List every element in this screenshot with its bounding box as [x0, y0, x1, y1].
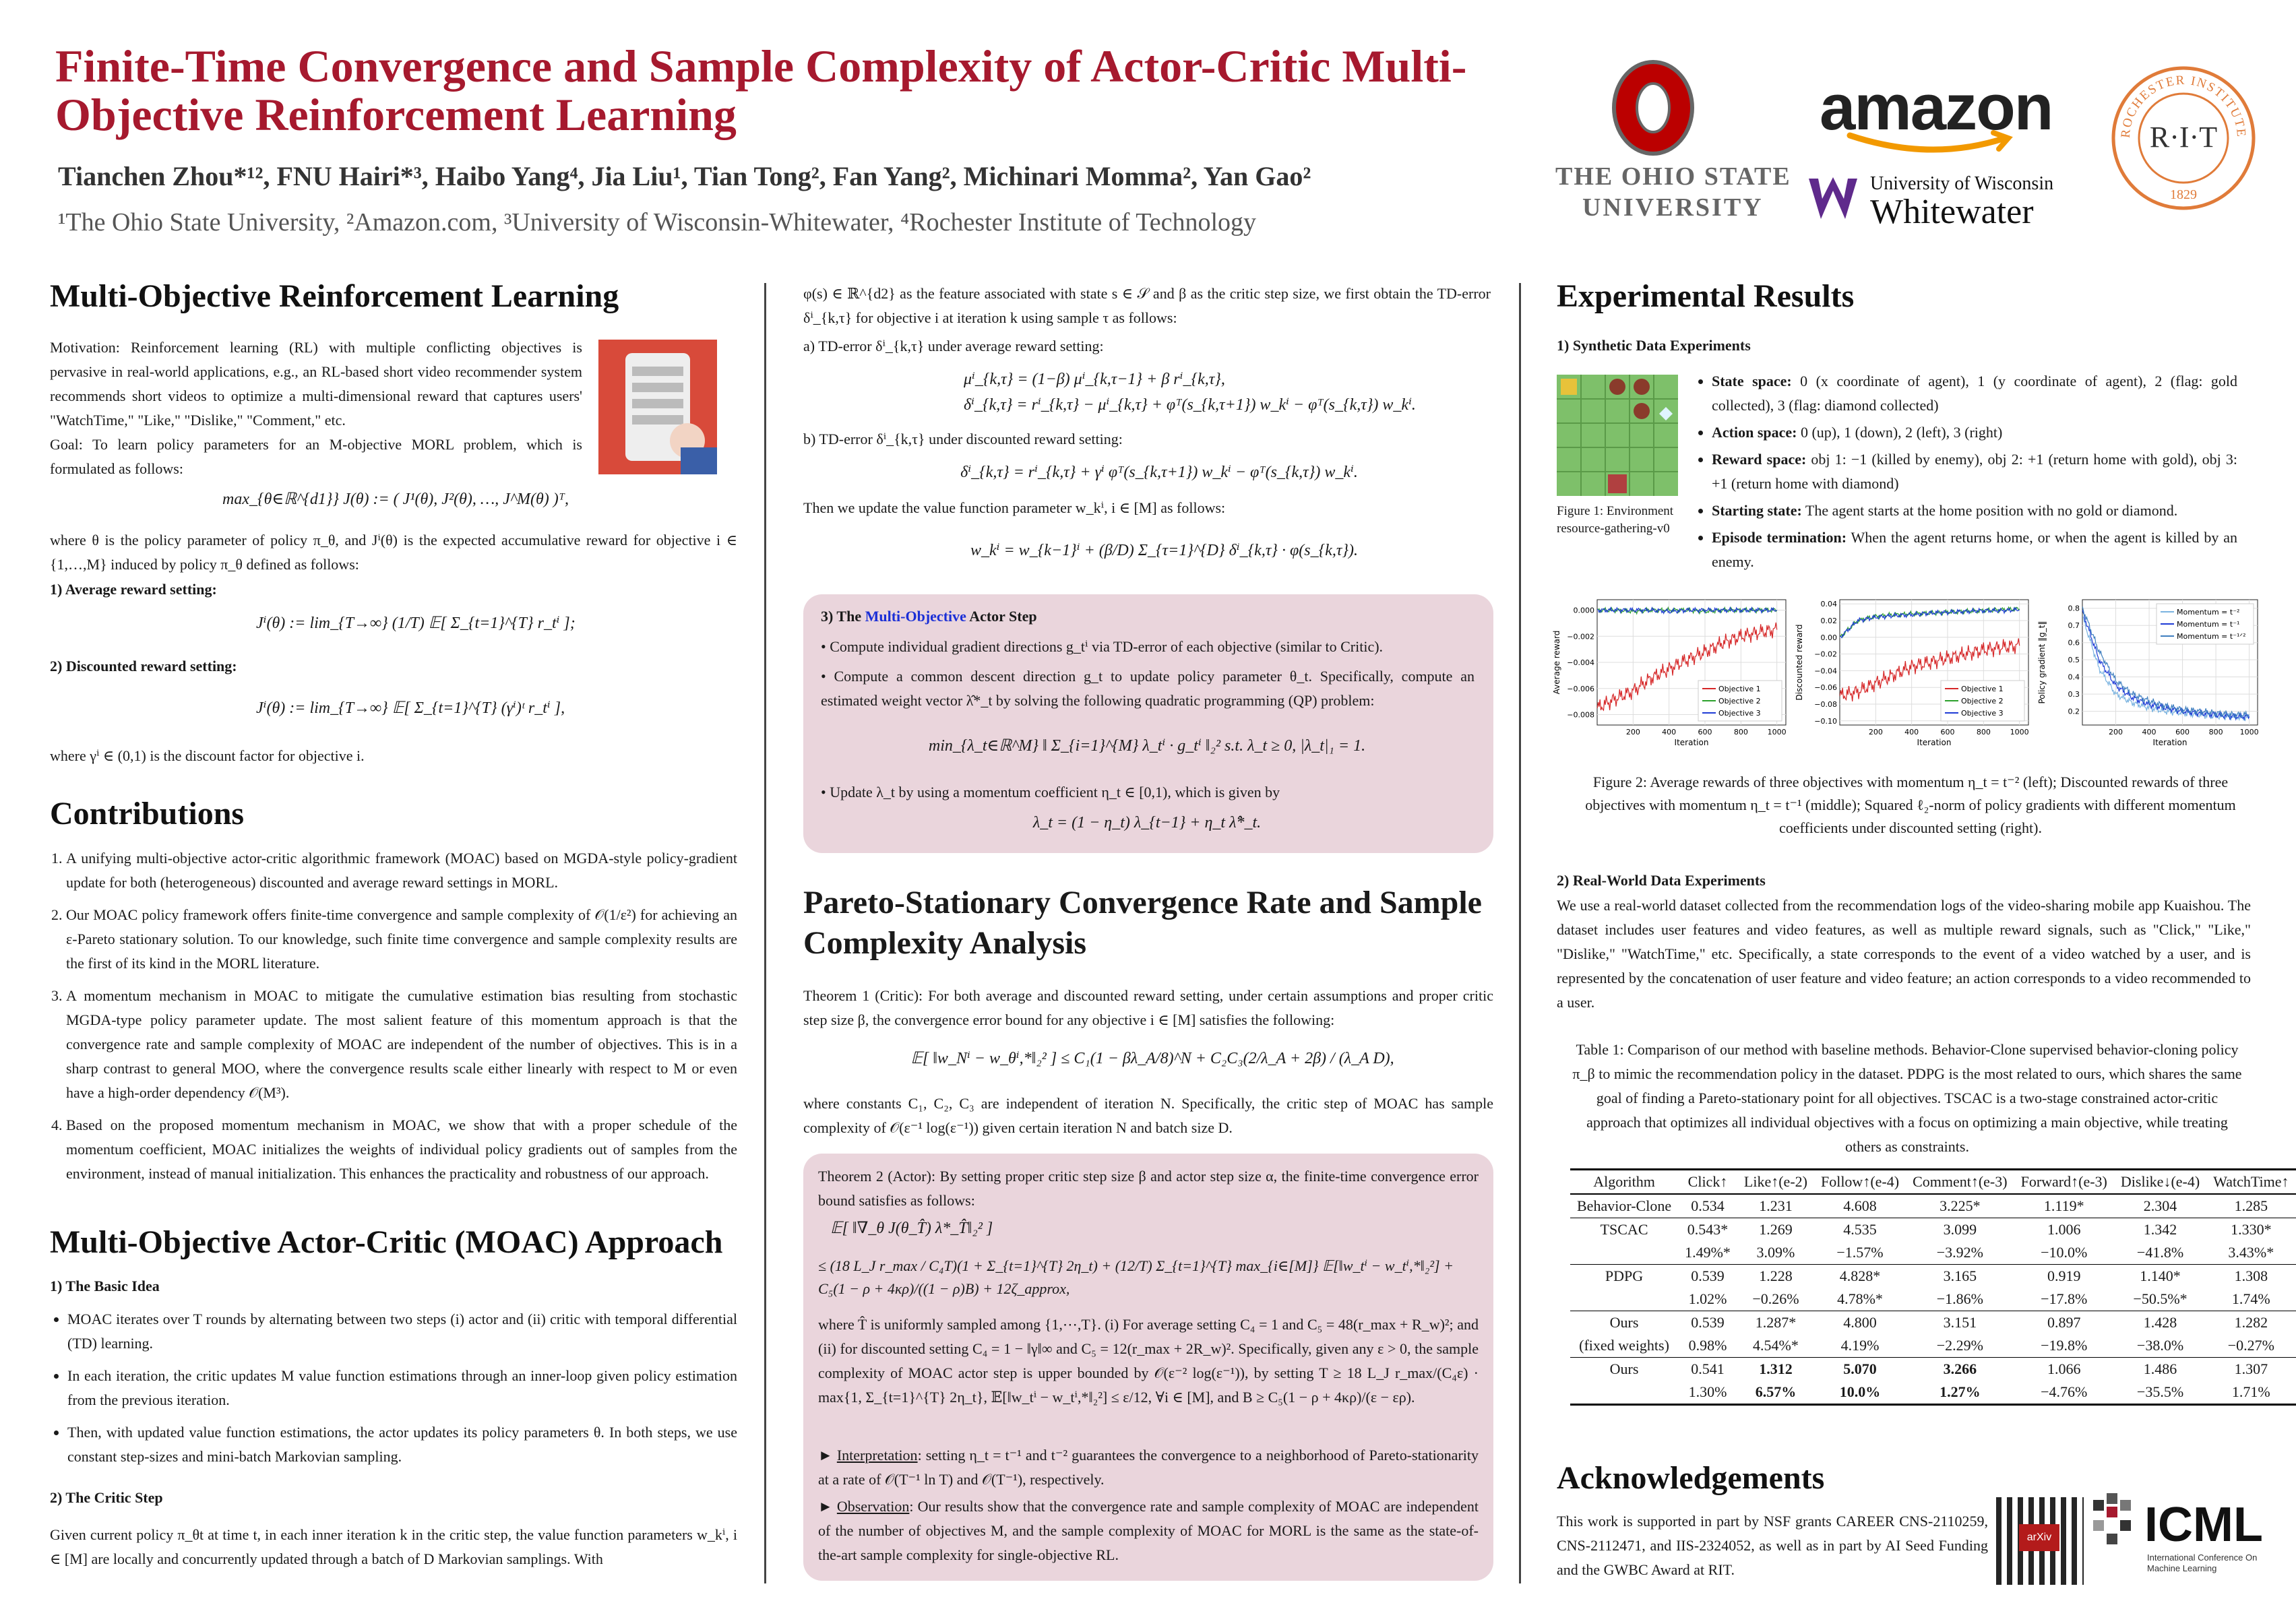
spec-label: Action space: — [1712, 424, 1797, 441]
basic-idea-heading: 1) The Basic Idea — [50, 1278, 160, 1294]
y-axis-label: Average reward — [1552, 630, 1561, 695]
y-axis-label: Policy gradient ‖g_t‖ — [2037, 621, 2047, 704]
table-cell: Ours — [1609, 1314, 1639, 1331]
y-tick-label: 0.6 — [2068, 638, 2080, 648]
motivation-text: Motivation: Reinforcement learning (RL) with multiple conflicting objectives is pervasive in real-world applications, e.g., an RL-based short video recommender system recommends short videos to optimize a multi-dimensional reward that captures users' "WatchTime," "Like," "Dislike," "Comment," etc. — [50, 339, 582, 429]
table-cell: 1.30% — [1678, 1381, 1737, 1405]
y-tick-label: 0.8 — [2068, 604, 2080, 613]
table-cell: 1.27% — [1906, 1381, 2014, 1405]
y-tick-label: 0.4 — [2068, 672, 2080, 682]
table-cell: 5.070 — [1843, 1360, 1877, 1377]
phone-illustration — [598, 340, 717, 474]
table-cell: −10.0% — [2014, 1241, 2114, 1265]
legend-label: Objective 1 — [1961, 685, 2004, 693]
spec-label: Starting state: — [1712, 502, 1802, 519]
environment-spec-list — [1698, 369, 2237, 577]
table-cell: 1.228 — [1759, 1267, 1793, 1284]
contribution-item: 3. A momentum mechanism in MOAC to mitigate the cumulative estimation bias resulting from stochastic MGDA-type policy parameter update. The most salient feature of this momentum approach is that the convergence rate and sample complexity of MOAC are independent of the number of objectives. This is in a sharp contrast to general MOO, where the convergence results scale either linearly with respect to M or even have a high-order dependency 𝒪(M³). — [66, 984, 737, 1105]
table-cell: 6.57% — [1737, 1381, 1814, 1405]
equation-theorem-1: 𝔼[ ‖w_Nⁱ − w_θⁱ,*‖₂² ] ≤ C₁(1 − βλ_A/8)^N + C₂C₃(2/λ_A + 2β) / (λ_A D), — [910, 1050, 1394, 1067]
table-cell: 1.282 — [2234, 1314, 2268, 1331]
basic-idea-list — [50, 1307, 737, 1477]
actor-step-title-highlight: Multi-Objective — [865, 608, 966, 625]
observation-label: Observation — [836, 1498, 910, 1515]
contribution-item: 2. Our MOAC policy framework offers finite-time convergence and sample complexity of 𝒪(1/ε²) for achieving an ε-Pareto stationary solution. To our knowledge, such finite time convergence and sample complexity results are the first of its kind in the MORL literature. — [66, 903, 737, 976]
y-tick-label: −0.04 — [1814, 666, 1837, 676]
y-tick-label: 0.7 — [2068, 621, 2080, 631]
table-cell: 4.800 — [1843, 1314, 1877, 1331]
osu-logo — [1535, 61, 1791, 229]
equation-td-discounted: δⁱ_{k,τ} = rⁱ_{k,τ} + γⁱ φᵀ(s_{k,τ+1}) w_kⁱ − φᵀ(s_{k,τ}) w_kⁱ. — [960, 464, 1358, 481]
table-cell: −41.8% — [2114, 1241, 2206, 1265]
y-tick-label: −0.008 — [1567, 710, 1594, 720]
environment-spec-item — [1712, 499, 2237, 523]
table-cell: 1.066 — [2047, 1360, 2081, 1377]
x-tick-label: 800 — [2208, 728, 2223, 736]
table-cell: 1.140* — [2140, 1267, 2181, 1284]
actor-step-title — [821, 608, 1037, 625]
x-tick-label: 800 — [1733, 728, 1748, 736]
table-cell: TSCAC — [1600, 1221, 1648, 1238]
table-cell: −2.29% — [1906, 1334, 2014, 1358]
table-cell: 10.0% — [1814, 1381, 1906, 1405]
table-cell: 1.285 — [2206, 1194, 2295, 1218]
x-tick-label: 600 — [1698, 728, 1712, 736]
table-cell: 4.54%* — [1737, 1334, 1814, 1358]
table-cell: 0.541 — [1691, 1360, 1725, 1377]
arxiv-badge: arXiv — [2019, 1524, 2059, 1551]
table-cell: 4.608 — [1814, 1194, 1906, 1218]
real-world-heading: 2) Real-World Data Experiments — [1557, 872, 1766, 889]
table-cell: 3.43%* — [2206, 1241, 2295, 1265]
table-cell: 1.74% — [2206, 1288, 2295, 1311]
actor-step-item-2: • Compute a common descent direction g_t to update policy parameter θ_t. Specifically, compute an estimated weight vector λ̂*_t by solving the following quadratic programming (QP) problem: — [821, 668, 1475, 709]
discount-factor-text: where γⁱ ∈ (0,1) is the discount factor for objective i. — [50, 747, 365, 764]
table-cell: 0.534 — [1678, 1194, 1737, 1218]
td-intro-text: φ(s) ∈ ℝ^{d2} as the feature associated with state s ∈ 𝒮 and β as the critic step size, we first obtain the TD-error δⁱ_{k,τ} for objective i at iteration k using sample τ as follows: — [803, 285, 1491, 326]
actor-step-title-pre: 3) The — [821, 608, 865, 625]
environment-spec-item — [1712, 526, 2237, 574]
table-cell: −0.26% — [1737, 1288, 1814, 1311]
figure-2-caption: Figure 2: Average rewards of three objectives with momentum η_t = t⁻² (left); Discounted rewards of three objectives with momentum η_t = t⁻¹ (middle); Squared ℓ₂-norm of policy gradients with different momentum coefficients under discounted setting (right). — [1585, 774, 2236, 836]
table-cell: 3.225* — [1906, 1194, 2014, 1218]
objective-definition-text: where θ is the policy parameter of policy π_θ, and Jⁱ(θ) is the expected accumulative reward for objective i ∈ {1,…,M} induced by policy π_θ defined as follows: — [50, 532, 737, 573]
amazon-logo — [1820, 71, 2053, 145]
section-title-morl: Multi-Objective Reinforcement Learning — [50, 278, 619, 314]
y-tick-label: −0.10 — [1814, 716, 1837, 726]
table-cell: −1.86% — [1906, 1288, 2014, 1311]
acknowledgements-text: This work is supported in part by NSF grants CAREER CNS-2110259, CNS-2112471, and IIS-2324052, as well as in part by AI Seed Funding and the GWBC Award at RIT. — [1557, 1513, 1988, 1578]
icml-pixel-icon — [2093, 1493, 2140, 1554]
table-cell: 0.539 — [1691, 1314, 1725, 1331]
x-axis-label: Iteration — [2152, 738, 2188, 747]
affiliation-list: ¹The Ohio State University, ²Amazon.com, ³University of Wisconsin-Whitewater, ⁴Rochester Institute of Technology — [58, 208, 1257, 237]
table-header-cell: Follow↑(e-4) — [1820, 1173, 1900, 1190]
equation-average-reward: Jⁱ(θ) := lim_{T→∞} (1/T) 𝔼[ Σ_{t=1}^{T} r_tⁱ ]; — [256, 615, 576, 632]
table-cell: 1.269 — [1759, 1221, 1793, 1238]
spec-label: Reward space: — [1712, 451, 1807, 468]
uww-w-icon — [1806, 172, 1860, 226]
column-divider-1 — [764, 283, 766, 1583]
x-tick-label: 800 — [1976, 728, 1991, 736]
legend-label: Objective 1 — [1718, 685, 1761, 693]
x-tick-label: 600 — [1940, 728, 1955, 736]
legend-label: Momentum = t⁻² — [2177, 608, 2240, 617]
table-cell: 2.304 — [2114, 1194, 2206, 1218]
chart-policy-gradient — [2035, 593, 2264, 755]
rit-ring-text: ROCHESTER INSTITUTE — [2118, 73, 2249, 139]
table-cell: 3.266 — [1943, 1360, 1977, 1377]
equation-momentum: λ_t = (1 − η_t) λ_{t−1} + η_t λ̂*_t. — [1032, 814, 1262, 831]
table-header-cell: Like↑(e-2) — [1743, 1173, 1807, 1190]
table-header-cell: Algorithm — [1593, 1173, 1655, 1190]
equation-value-update: w_kⁱ = w_{k−1}ⁱ + (β/D) Σ_{τ=1}^{D} δⁱ_{k,τ} · φ(s_{k,τ}). — [970, 542, 1359, 559]
grid-environment-image — [1557, 375, 1678, 496]
y-tick-label: −0.004 — [1567, 658, 1594, 667]
table-cell: 4.19% — [1814, 1334, 1906, 1358]
x-axis-label: Iteration — [1674, 738, 1709, 747]
table-cell: −35.5% — [2114, 1381, 2206, 1405]
actor-step-item-1: • Compute individual gradient directions g_tⁱ via TD-error of each objective (similar to Critic). — [821, 638, 1384, 655]
table-cell: PDPG — [1605, 1267, 1644, 1284]
critic-step-heading: 2) The Critic Step — [50, 1489, 163, 1506]
actor-step-box — [803, 594, 1493, 853]
table-cell: 1.006 — [2047, 1221, 2081, 1238]
uww-logo — [1806, 172, 2089, 232]
equation-td-average-2: δⁱ_{k,τ} = rⁱ_{k,τ} − μⁱ_{k,τ} + φᵀ(s_{k,τ+1}) w_kⁱ − φᵀ(s_{k,τ}) w_kⁱ. — [964, 396, 1416, 414]
section-title-convergence: Pareto-Stationary Convergence Rate and Sample Complexity Analysis — [803, 885, 1482, 961]
goal-text: Goal: To learn policy parameters for an M-objective MORL problem, which is formulated as follows: — [50, 436, 582, 477]
x-tick-label: 1000 — [2239, 728, 2259, 736]
table-row — [1570, 1334, 2296, 1358]
actor-step-item-1-text: Compute individual gradient directions g_tⁱ via TD-error of each objective (similar to Critic). — [830, 638, 1384, 655]
y-tick-label: 0.02 — [1820, 617, 1837, 625]
y-tick-label: 0.00 — [1820, 633, 1837, 642]
table-cell: 3.151 — [1943, 1314, 1977, 1331]
table-cell: 1.330* — [2231, 1221, 2272, 1238]
table-row — [1570, 1241, 2296, 1265]
average-reward-heading: 1) Average reward setting: — [50, 581, 217, 598]
table-cell: 4.78%* — [1814, 1288, 1906, 1311]
table-cell: 0.98% — [1678, 1334, 1737, 1358]
table-cell: 0.919 — [2047, 1267, 2081, 1284]
table-cell: 0.543* — [1687, 1221, 1729, 1238]
x-tick-label: 400 — [1904, 728, 1919, 736]
table-cell: −3.92% — [1906, 1241, 2014, 1265]
y-tick-label: 0.04 — [1820, 600, 1837, 609]
y-axis-label: Discounted reward — [1795, 624, 1804, 701]
y-tick-label: 0.2 — [2068, 707, 2080, 716]
rit-center-text: R·I·T — [2149, 121, 2218, 154]
x-tick-label: 600 — [2175, 728, 2190, 736]
contribution-item: 1. A unifying multi-objective actor-critic algorithmic framework (MOAC) based on MGDA-style policy-gradient update for both (heterogeneous) discounted and average reward settings in MORL. — [66, 846, 737, 895]
environment-spec-item — [1712, 420, 2237, 445]
actor-step-title-post: Actor Step — [966, 608, 1037, 625]
x-tick-label: 1000 — [2010, 728, 2029, 736]
table-cell: 3.09% — [1737, 1241, 1814, 1265]
table-header-cell: Click↑ — [1687, 1173, 1728, 1190]
table-header-cell: Comment↑(e-3) — [1913, 1173, 2008, 1190]
results-table — [1570, 1168, 2296, 1406]
table-cell: 4.828* — [1839, 1267, 1881, 1284]
y-tick-label: −0.002 — [1567, 632, 1594, 641]
table-cell — [1570, 1288, 1678, 1311]
table-cell: 1.119* — [2014, 1194, 2114, 1218]
y-tick-label: −0.06 — [1814, 683, 1837, 693]
table-cell: Behavior-Clone — [1570, 1194, 1678, 1218]
interpretation-body: : setting η_t = t⁻¹ and t⁻² guarantees the convergence to a neighborhood of Pareto-stationarity at a rate of 𝒪(T⁻¹ ln T) and 𝒪(T⁻¹), respectively. — [818, 1447, 1479, 1488]
y-tick-label: 0.5 — [2068, 656, 2080, 665]
poster-title: Finite-Time Convergence and Sample Complexity of Actor-Critic Multi-Objective Reinforcement Learning — [55, 40, 1467, 140]
theorem-1-remark: where constants C₁, C₂, C₃ are independent of iteration N. Specifically, the critic step of MOAC has sample complexity of 𝒪(ε⁻¹ log(ε⁻¹)) given certain iteration N and batch size D. — [803, 1095, 1493, 1136]
legend-label: Objective 3 — [1718, 709, 1761, 718]
chart-discounted-reward — [1793, 593, 2035, 755]
amazon-smile-icon — [1847, 130, 2015, 157]
observation-body: : Our results show that the convergence rate and sample complexity of MOAC are independent of the number of objectives M, and the sample complexity of MOAC for MORL is the same as the state-of-the-art sample complexity for single-objective RL. — [818, 1498, 1479, 1563]
table-row — [1570, 1358, 2296, 1381]
table-row — [1570, 1194, 2296, 1218]
y-tick-label: −0.08 — [1814, 700, 1837, 709]
column-divider-2 — [1519, 283, 1521, 1583]
table-cell: −1.57% — [1814, 1241, 1906, 1265]
td-average-heading: a) TD-error δⁱ_{k,τ} under average reward setting: — [803, 338, 1104, 354]
theorem-1-text: Theorem 1 (Critic): For both average and discounted reward setting, under certain assumptions and proper critic step size β, the convergence error bound for any objective i ∈ [M] satisfies the following: — [803, 987, 1493, 1028]
table-row — [1570, 1381, 2296, 1405]
environment-spec-item — [1712, 369, 2237, 418]
table-cell: Ours — [1609, 1360, 1639, 1377]
table-cell: −38.0% — [2114, 1334, 2206, 1358]
td-discounted-heading: b) TD-error δⁱ_{k,τ} under discounted reward setting: — [803, 431, 1123, 447]
observation-text: ► Observation: Our results show that the convergence rate and sample complexity of MOAC are independent of the number of objectives M, and the sample complexity of MOAC for MORL is the same as the state-of-the-art sample complexity for single-objective RL. — [818, 1498, 1479, 1563]
critic-step-text: Given current policy π_θt at time t, in each inner iteration k in the critic step, the value function parameters w_kⁱ, i ∈ [M] are locally and concurrently updated through a batch of D Markovian samplings. With — [50, 1526, 737, 1567]
table-cell: 3.165 — [1943, 1267, 1977, 1284]
basic-idea-item: • Then, with updated value function estimations, the actor updates its policy parameters θ. In both steps, we use constant step-sizes and mini-batch Markovian sampling. — [67, 1420, 737, 1469]
table-row — [1570, 1311, 2296, 1335]
contribution-item: 4. Based on the proposed momentum mechanism in MOAC, we show that with a proper schedule of the momentum coefficient, MOAC initializes the weights of individual policy gradients out of samples from the environment, instead of manual initialization. This enhances the practicality and robustness of our approach. — [66, 1113, 737, 1186]
spec-label: State space: — [1712, 373, 1792, 389]
x-tick-label: 200 — [2109, 728, 2123, 736]
table-header-cell: Forward↑(e-3) — [2020, 1173, 2107, 1190]
table-cell: −17.8% — [2014, 1288, 2114, 1311]
table-cell: 1.342 — [2143, 1221, 2177, 1238]
section-title-experiments: Experimental Results — [1557, 278, 1855, 314]
rit-year: 1829 — [2170, 187, 2197, 202]
table-cell: 1.71% — [2206, 1381, 2295, 1405]
equation-discounted-reward: Jⁱ(θ) := lim_{T→∞} 𝔼[ Σ_{t=1}^{T} (γⁱ)ᵗ r_tⁱ ], — [256, 699, 565, 717]
environment-spec-item — [1712, 447, 2237, 496]
icml-subtitle: International Conference On Machine Learning — [2147, 1552, 2258, 1573]
synthetic-heading: 1) Synthetic Data Experiments — [1557, 337, 1751, 354]
theorem-2-text: Theorem 2 (Actor): By setting proper critic step size β and actor step size α, the finite-time convergence error bound satisfies as follows: — [818, 1168, 1479, 1209]
theorem-2-remark: where T̂ is uniformly sampled among {1,⋯,T}. (i) For average setting C₄ = 1 and C₅ = 48(r_max + R_w)²; and (ii) for discounted setting C₄ = 1 − ‖γ‖∞ and C₅ = 12(r_max + 2R_w)². Specifically, given any ε > 0, the sample complexity of MOAC actor step is upper bounded by 𝒪(ε⁻² log(ε⁻¹)), by setting T ≥ 18 L_J r_max/(C₄ε) · max{1, Σ_{t=1}^{T} 2η_t}, 𝔼[‖w_tⁱ − w_tⁱ,*‖₂²] ≤ ε/12, ∀i ∈ [M], and B ≥ C₅(1 − ρ + 4κρ)/(ε − ερ). — [818, 1316, 1479, 1406]
equation-td-average-1: μⁱ_{k,τ} = (1−β) μⁱ_{k,τ−1} + β rⁱ_{k,τ}, — [964, 371, 1225, 388]
table-cell: 1.287* — [1755, 1314, 1797, 1331]
figure-1-caption: Figure 1: Environment resource-gathering-v0 — [1557, 504, 1674, 536]
section-title-moac: Multi-Objective Actor-Critic (MOAC) Approach — [50, 1224, 723, 1260]
table-cell: 1.231 — [1737, 1194, 1814, 1218]
table-cell — [1570, 1381, 1678, 1405]
table-cell: 0.897 — [2047, 1314, 2081, 1331]
discounted-reward-heading: 2) Discounted reward setting: — [50, 658, 237, 674]
table-cell: 1.486 — [2143, 1360, 2177, 1377]
x-tick-label: 200 — [1625, 728, 1640, 736]
table-cell: −4.76% — [2014, 1381, 2114, 1405]
table-1-caption: Table 1: Comparison of our method with baseline methods. Behavior-Clone supervised behavior-cloning policy π_β to mimic the recommendation policy in the dataset. PDPG is the most related to ours, which shares the same goal of finding a Pareto-stationary point for all objectives. TSCAC is a two-stage constrained actor-critic approach that optimizes all individual objectives with a focus on optimizing a main objective, while treating others as constraints. — [1572, 1041, 2242, 1155]
spec-text: When the agent returns home, or when the agent is killed by an enemy. — [1712, 529, 2237, 570]
table-cell: 1.312 — [1759, 1360, 1793, 1377]
interpretation-text: ► Interpretation: setting η_t = t⁻¹ and t⁻² guarantees the convergence to a neighborhood of Pareto-stationarity at a rate of 𝒪(T⁻¹ ln T) and 𝒪(T⁻¹), respectively. — [818, 1447, 1479, 1488]
table-cell: −0.27% — [2206, 1334, 2295, 1358]
equation-theorem-2-lhs: 𝔼[ ‖∇_θ J(θ_T̂) λ*_T̂‖₂² ] — [830, 1220, 993, 1237]
interpretation-label: Interpretation — [836, 1447, 918, 1464]
section-title-acknowledgements: Acknowledgements — [1557, 1460, 1825, 1496]
table-row — [1570, 1265, 2296, 1288]
uww-name-line2: Whitewater — [1870, 193, 2034, 231]
amazon-wordmark: amazon — [1820, 71, 2053, 144]
table-cell: 4.535 — [1843, 1221, 1877, 1238]
author-list: Tianchen Zhou*¹², FNU Hairi*³, Haibo Yang⁴, Jia Liu¹, Tian Tong², Fan Yang², Michinari Momma², Yan Gao² — [58, 161, 1311, 191]
section-title-contributions: Contributions — [50, 796, 245, 831]
spec-text: obj 1: −1 (killed by enemy), obj 2: +1 (return home with gold), obj 3: +1 (return home with diamond) — [1712, 451, 2237, 492]
rit-seal — [2109, 61, 2258, 216]
table-row — [1570, 1218, 2296, 1242]
legend-label: Objective 3 — [1961, 709, 2004, 718]
actor-step-item-3: • Update λ_t by using a momentum coefficient η_t ∈ [0,1), which is given by — [821, 784, 1280, 800]
table-cell: 1.49%* — [1678, 1241, 1737, 1265]
table-cell: (fixed weights) — [1570, 1334, 1678, 1358]
basic-idea-item: • In each iteration, the critic updates M value function estimations through an inner-loop given policy estimation from the previous iteration. — [67, 1364, 737, 1412]
uww-name-line1: University of Wisconsin — [1870, 173, 2054, 194]
y-tick-label: −0.02 — [1814, 650, 1837, 659]
contributions-list — [50, 846, 737, 1194]
osu-name-line2: UNIVERSITY — [1582, 193, 1764, 222]
icml-logo — [2093, 1493, 2262, 1588]
actor-step-item-2-text: Compute a common descent direction g_t to update policy parameter θ_t. Specifically, compute an estimated weight vector λ̂*_t by solving the following quadratic programming (QP) problem: — [821, 668, 1475, 709]
y-tick-label: −0.006 — [1567, 684, 1594, 693]
spec-text: The agent starts at the home position with no gold or diamond. — [1801, 502, 2178, 519]
spec-text: 0 (up), 1 (down), 2 (left), 3 (right) — [1797, 424, 2003, 441]
table-header-row — [1570, 1170, 2296, 1195]
actor-step-item-3-text: Update λ_t by using a momentum coefficient η_t ∈ [0,1), which is given by — [830, 784, 1280, 800]
table-cell: −19.8% — [2014, 1334, 2114, 1358]
table-cell: 0.539 — [1691, 1267, 1725, 1284]
legend-label: Momentum = t⁻¹ᐟ² — [2177, 632, 2246, 641]
table-header-cell: WatchTime↑ — [2213, 1173, 2289, 1190]
table-cell: 1.308 — [2234, 1267, 2268, 1284]
x-axis-label: Iteration — [1917, 738, 1952, 747]
theorem-2-box — [803, 1154, 1493, 1581]
legend-label: Objective 2 — [1718, 697, 1761, 705]
basic-idea-item: • MOAC iterates over T rounds by alternating between two steps (i) actor and (ii) critic with temporal differential (TD) learning. — [67, 1307, 737, 1356]
osu-name-line1: THE OHIO STATE — [1555, 162, 1791, 191]
table-cell — [1570, 1241, 1678, 1265]
x-tick-label: 200 — [1868, 728, 1883, 736]
icml-wordmark: ICML — [2144, 1498, 2263, 1552]
equation-theorem-2-rhs: ≤ (18 L_J r_max / C₄T)(1 + Σ_{t=1}^{T} 2η_t) + (12/T) Σ_{t=1}^{T} max_{i∈[M]} 𝔼[‖w_tⁱ − w_tⁱ,*‖₂²] + C₅(1 − ρ + 4κρ)/((1 − ρ)B) + 12ζ_approx, — [818, 1257, 1454, 1297]
spec-label: Episode termination: — [1712, 529, 1847, 546]
spec-text: 0 (x coordinate of agent), 1 (y coordinate of agent), 2 (flag: gold collected), 3 (flag: diamond collected) — [1712, 373, 2237, 414]
y-tick-label: 0.000 — [1573, 606, 1594, 615]
equation-objective: max_{θ∈ℝ^{d1}} J(θ) := ( J¹(θ), J²(θ), …, J^M(θ) )ᵀ, — [222, 491, 569, 508]
x-tick-label: 400 — [2142, 728, 2157, 736]
table-cell: 3.099 — [1943, 1221, 1977, 1238]
real-world-text: We use a real-world dataset collected from the recommendation logs of the video-sharing mobile app Kuaishou. The dataset includes user features and video features, as well as multiple reward signals, such as "Click," "Like," "Dislike," "WatchTime," etc. Specifically, a state corresponds to the event of a video watched by a user, and is represented by the concatenation of user feature and video feature; an action corresponds to a video recommended to a user. — [1557, 897, 2251, 1011]
table-cell: 1.02% — [1678, 1288, 1737, 1311]
table-header-cell: Dislike↓(e-4) — [2120, 1173, 2200, 1190]
equation-qp: min_{λ_t∈ℝ^M} ‖ Σ_{i=1}^{M} λ_tⁱ · g_tⁱ ‖₂² s.t. λ_t ≥ 0, |λ_t|₁ = 1. — [928, 737, 1366, 755]
table-row — [1570, 1288, 2296, 1311]
legend-label: Momentum = t⁻¹ — [2177, 620, 2240, 629]
table-cell: 1.307 — [2234, 1360, 2268, 1377]
chart-average-reward — [1550, 593, 1793, 755]
x-tick-label: 400 — [1662, 728, 1677, 736]
table-cell: 1.428 — [2143, 1314, 2177, 1331]
table-cell: −50.5%* — [2114, 1288, 2206, 1311]
value-update-text: Then we update the value function parameter w_kⁱ, i ∈ [M] as follows: — [803, 499, 1226, 516]
results-table-wrap — [1570, 1168, 2296, 1406]
y-tick-label: 0.3 — [2068, 690, 2080, 699]
x-tick-label: 1000 — [1767, 728, 1787, 736]
legend-label: Objective 2 — [1961, 697, 2004, 705]
